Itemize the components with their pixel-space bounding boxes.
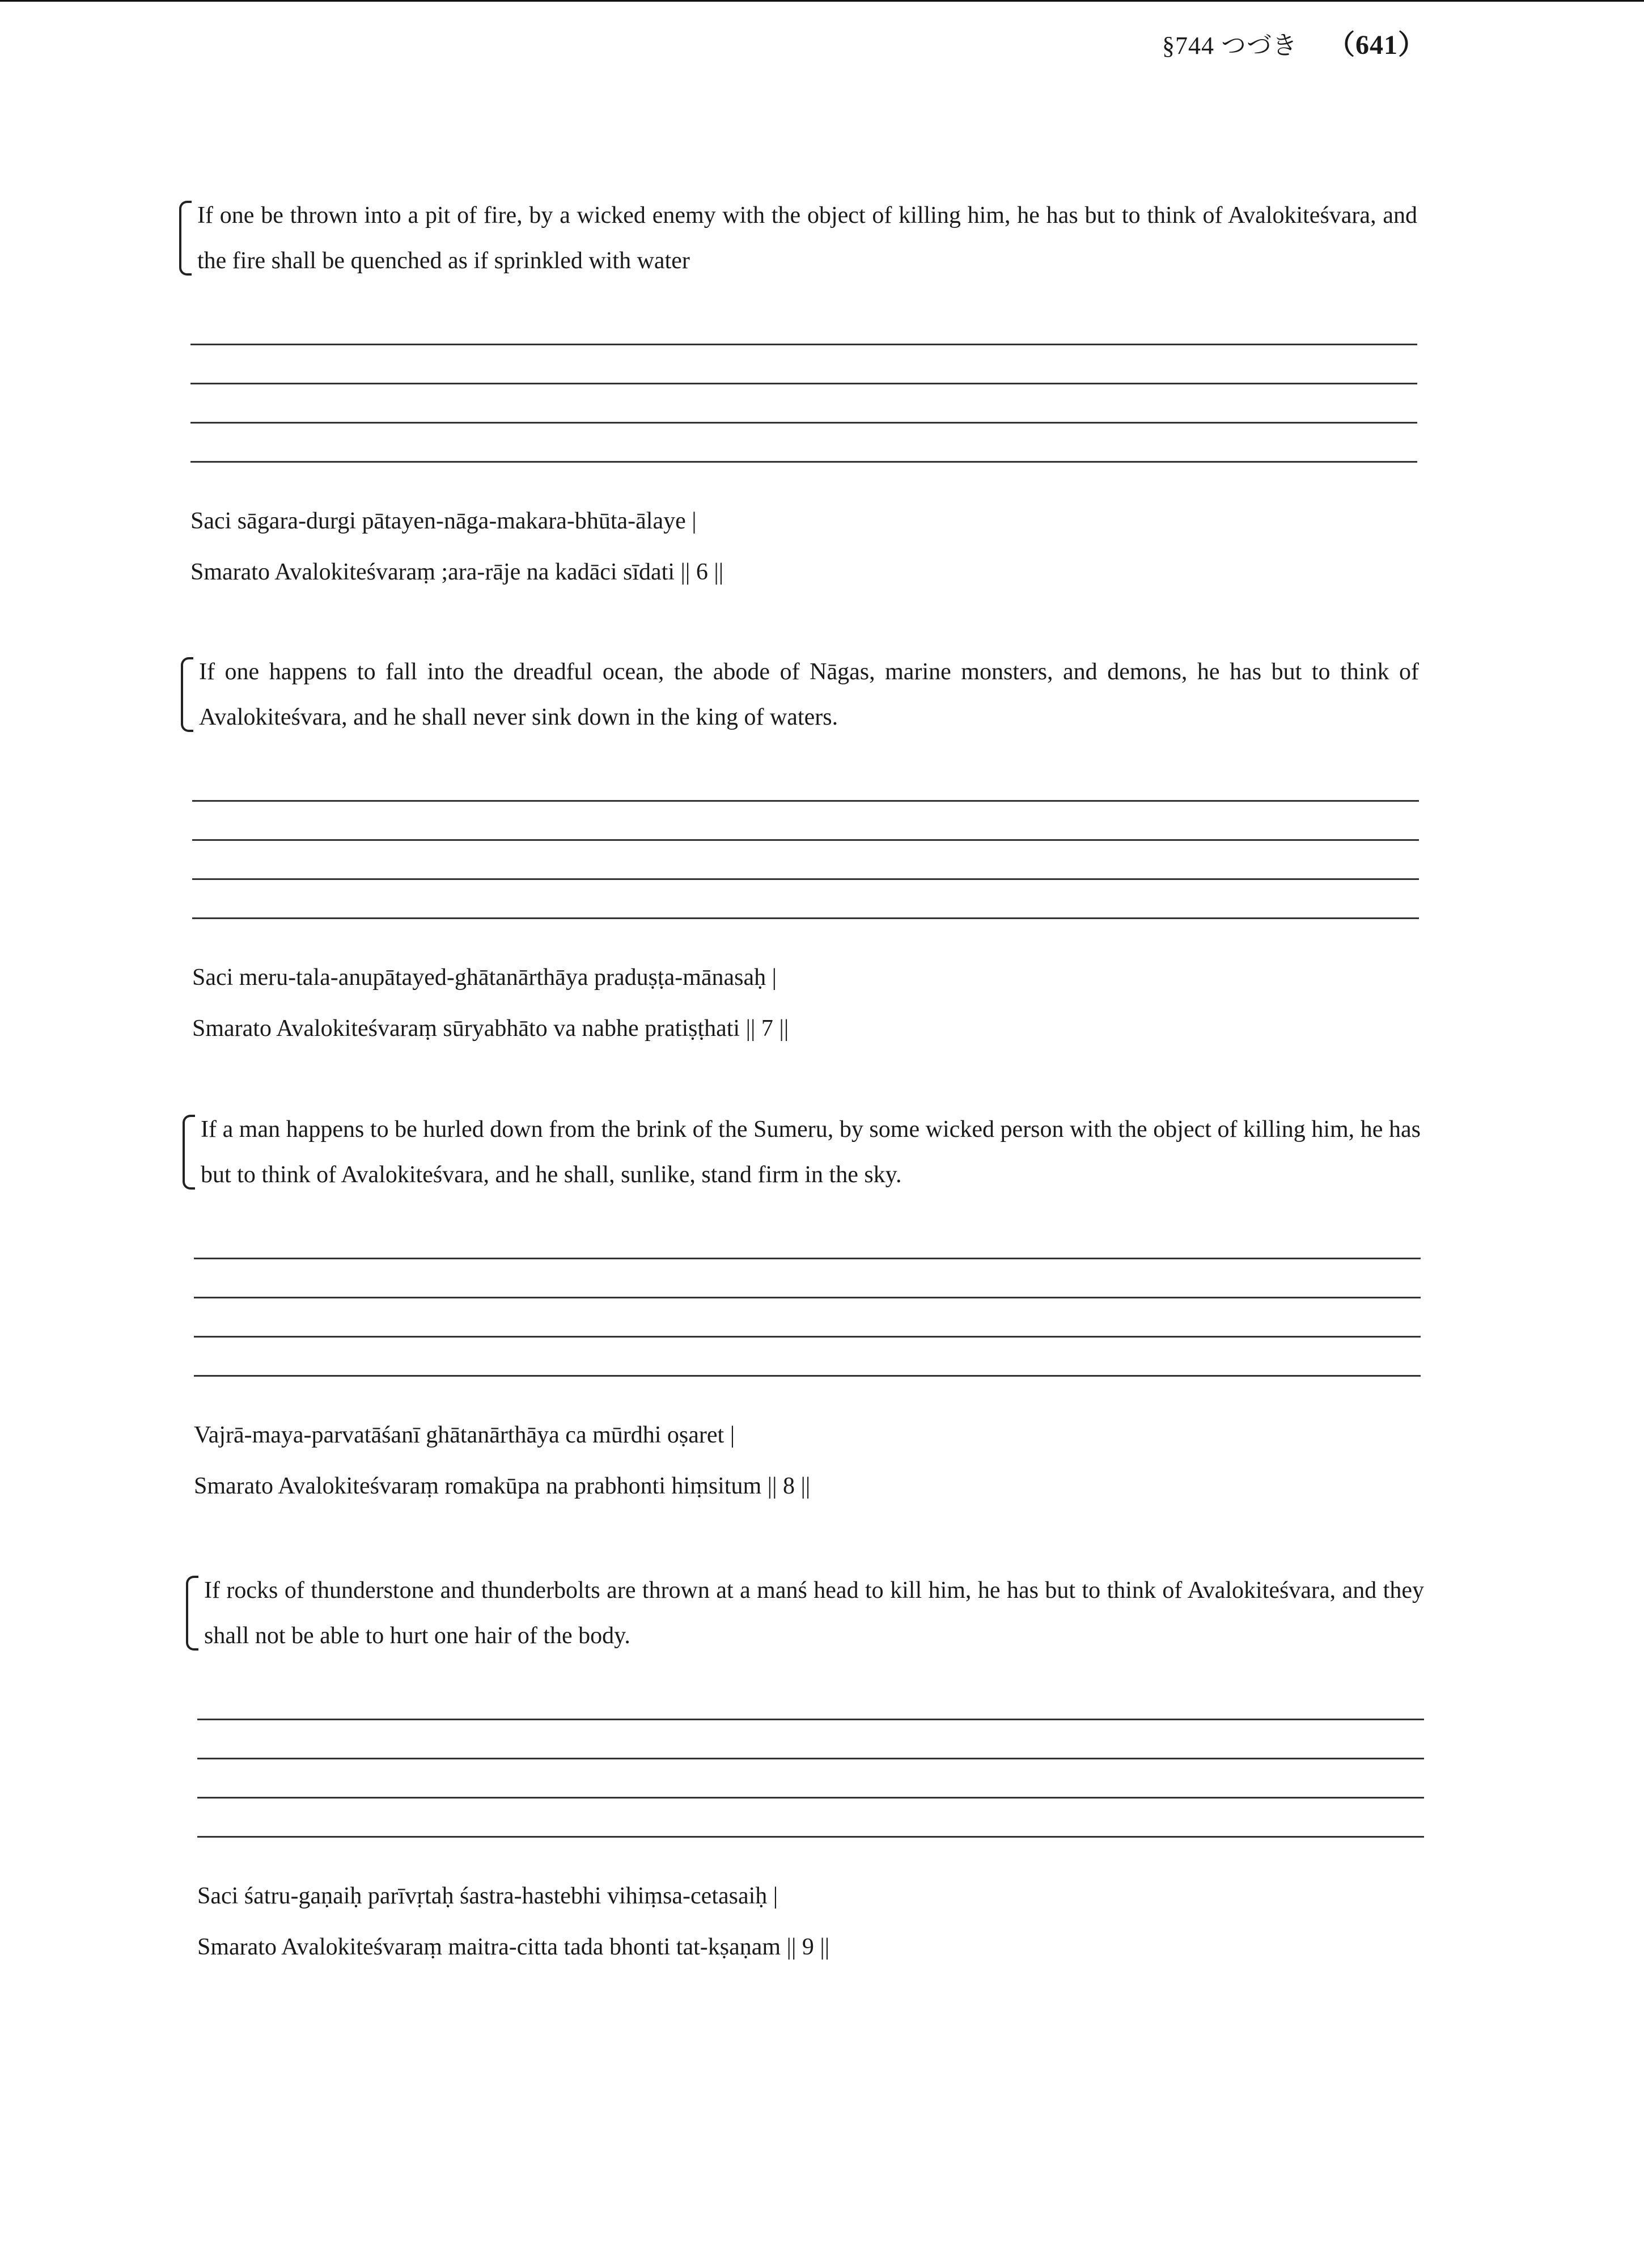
bracket-mark: [179, 201, 192, 276]
sanskrit-verse: [192, 952, 1419, 1054]
writing-line: [194, 1259, 1421, 1298]
writing-line: [190, 384, 1417, 424]
writing-line: [192, 802, 1419, 841]
verse-block-1: [187, 193, 1417, 598]
translation-text: If rocks of thunderstone and thunderbolts are thrown at a manś head to kill him, he has but to think of Avalokiteśvara, and they shall not be able to hurt one hair of the body.: [204, 1577, 1424, 1649]
writing-line: [194, 1338, 1421, 1377]
verse-line: Saci śatru-gaṇaiḥ parīvṛtaḥ śastra-hastebhi vihiṃsa-cetasaiḥ |: [197, 1883, 778, 1909]
bracket-mark: [181, 657, 193, 732]
bracket-mark: [183, 1115, 195, 1190]
sanskrit-verse: [197, 1871, 1424, 1973]
verse-block-3: [190, 1107, 1421, 1512]
translation-paragraph: [194, 1568, 1424, 1658]
writing-line: [197, 1681, 1424, 1720]
verse-line: Vajrā-maya-parvatāśanī ghātanārthāya ca mūrdhi oṣaret |: [194, 1422, 735, 1448]
verse-line: Saci sāgara-durgi pātayen-nāga-makara-bhūta-ālaye |: [190, 508, 697, 534]
translation-text: If a man happens to be hurled down from the brink of the Sumeru, by some wicked person with the object of killing him, he has but to think of Avalokiteśvara, and he shall, sunlike, stand firm in the sky.: [201, 1116, 1421, 1188]
verse-line: Smarato Avalokiteśvaraṃ ;ara-rāje na kadāci sīdati || 6 ||: [190, 559, 724, 585]
verse-block-4: [194, 1568, 1424, 1973]
sanskrit-verse: [190, 496, 1417, 598]
top-rule: [0, 0, 1644, 2]
writing-line: [192, 763, 1419, 802]
verse-line: Saci meru-tala-anupātayed-ghātanārthāya praduṣṭa-mānasaḥ |: [192, 964, 777, 991]
writing-line: [190, 424, 1417, 463]
verse-line: Smarato Avalokiteśvaraṃ sūryabhāto va nabhe pratiṣṭhati || 7 ||: [192, 1015, 789, 1042]
writing-lines: [197, 1681, 1424, 1838]
translation-paragraph: [189, 649, 1419, 740]
writing-line: [192, 880, 1419, 919]
verse-block-2: [189, 649, 1419, 1054]
writing-line: [190, 345, 1417, 384]
writing-line: [197, 1759, 1424, 1799]
translation-paragraph: [187, 193, 1417, 284]
writing-lines: [194, 1220, 1421, 1377]
translation-text: If one be thrown into a pit of fire, by a wicked enemy with the object of killing him, he has but to think of Avalokiteśvara, and the fire shall be quenched as if sprinkled with water: [197, 202, 1417, 274]
writing-line: [190, 306, 1417, 345]
bracket-mark: [186, 1576, 198, 1651]
writing-line: [194, 1220, 1421, 1259]
verse-line: Smarato Avalokiteśvaraṃ romakūpa na prabhonti hiṃsitum || 8 ||: [194, 1473, 811, 1499]
writing-line: [194, 1298, 1421, 1338]
section-reference: §744 つづき: [1162, 32, 1298, 60]
translation-paragraph: [190, 1107, 1421, 1198]
writing-line: [192, 841, 1419, 880]
writing-lines: [192, 763, 1419, 919]
verse-line: Smarato Avalokiteśvaraṃ maitra-citta tada bhonti tat-kṣaṇam || 9 ||: [197, 1934, 830, 1960]
writing-line: [197, 1720, 1424, 1759]
writing-lines: [190, 306, 1417, 463]
page-header: [1162, 23, 1426, 62]
translation-text: If one happens to fall into the dreadful ocean, the abode of Nāgas, marine monsters, and demons, he has but to think of Avalokiteśvara, and he shall never sink down in the king of waters.: [199, 659, 1419, 730]
page-number: （641）: [1328, 30, 1426, 60]
sanskrit-verse: [194, 1410, 1421, 1512]
writing-line: [197, 1799, 1424, 1838]
